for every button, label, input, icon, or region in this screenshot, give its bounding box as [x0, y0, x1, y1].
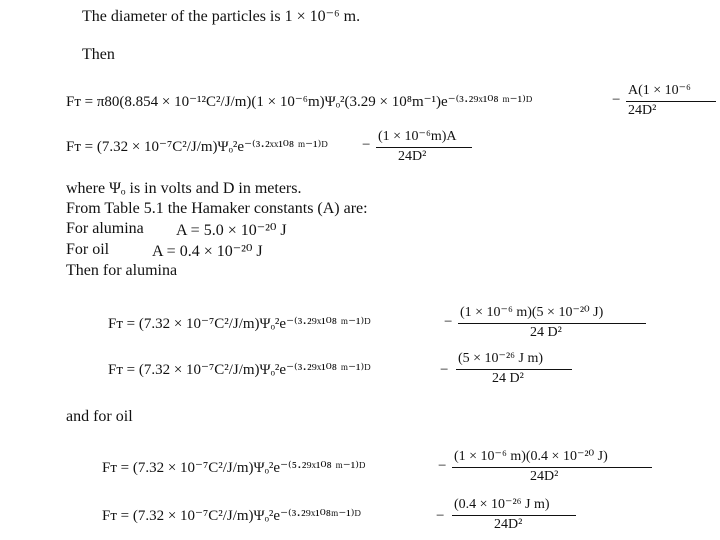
- alumina-equation-2-lhs: Fᴛ = (7.32 × 10⁻⁷C²/J/m)Ψₒ²e⁻⁽³·²⁹ˣ¹⁰⁸ ᵐ⁻¹⁾ᴰ: [108, 362, 371, 378]
- equation-1-minus: −: [612, 92, 621, 108]
- alumina-label: For alumina: [66, 220, 144, 237]
- where-text: where Ψₒ is in volts and D in meters.: [66, 180, 302, 197]
- oil-equation-2-minus: −: [436, 508, 445, 524]
- alumina-equation-1-lhs: Fᴛ = (7.32 × 10⁻⁷C²/J/m)Ψₒ²e⁻⁽³·²⁹ˣ¹⁰⁸ ᵐ⁻¹⁾ᴰ: [108, 316, 371, 332]
- oil-equation-1-fraction-bar: [452, 467, 652, 468]
- oil-equation-2-denominator: 24D²: [494, 517, 523, 532]
- then-label: Then: [82, 46, 115, 63]
- equation-2-lhs: Fᴛ = (7.32 × 10⁻⁷C²/J/m)Ψₒ²e⁻⁽³·²ˣˣ¹⁰⁸ ᵐ⁻¹⁾ᴰ: [66, 139, 328, 155]
- then-alumina-text: Then for alumina: [66, 262, 178, 279]
- equation-1-numerator: A(1 × 10⁻⁶: [628, 83, 691, 98]
- alumina-equation-2-numerator: (5 × 10⁻²⁶ J m): [458, 351, 544, 366]
- oil-label: For oil: [66, 241, 110, 258]
- oil-equation-1-lhs: Fᴛ = (7.32 × 10⁻⁷C²/J/m)Ψₒ²e⁻⁽⁵·²⁹ˣ¹⁰⁸ ᵐ⁻¹⁾ᴰ: [102, 460, 366, 476]
- oil-equation-2-fraction-bar: [452, 515, 576, 516]
- alumina-equation-1-denominator: 24 D²: [530, 325, 562, 340]
- alumina-hamaker-value: A = 5.0 × 10⁻²⁰ J: [176, 222, 287, 239]
- alumina-equation-2-denominator: 24 D²: [492, 371, 524, 386]
- equation-2-numerator: (1 × 10⁻⁶m)A: [378, 129, 457, 144]
- alumina-equation-1-minus: −: [444, 314, 453, 330]
- oil-equation-2-numerator: (0.4 × 10⁻²⁶ J m): [454, 497, 550, 512]
- alumina-equation-1-fraction-bar: [458, 323, 646, 324]
- equation-1-denominator: 24D²: [628, 103, 657, 118]
- equation-1-fraction-bar: [626, 101, 716, 102]
- oil-equation-1-numerator: (1 × 10⁻⁶ m)(0.4 × 10⁻²⁰ J): [454, 449, 608, 464]
- oil-equation-2-lhs: Fᴛ = (7.32 × 10⁻⁷C²/J/m)Ψₒ²e⁻⁽³·²⁹ˣ¹⁰⁸ᵐ⁻¹⁾ᴰ: [102, 508, 361, 524]
- equation-2-fraction-bar: [376, 147, 472, 148]
- equation-1-lhs: Fᴛ = π80(8.854 × 10⁻¹²C²/J/m)(1 × 10⁻⁶m)Ψₒ²(3.29 × 10⁸m⁻¹)e⁻⁽³·²⁹ˣ¹⁰⁸ ᵐ⁻¹⁾ᴰ: [66, 94, 533, 110]
- from-table-text: From Table 5.1 the Hamaker constants (A) are:: [66, 200, 368, 217]
- alumina-equation-2-minus: −: [440, 362, 449, 378]
- equation-2-denominator: 24D²: [398, 149, 427, 164]
- oil-hamaker-value: A = 0.4 × 10⁻²⁰ J: [152, 243, 263, 260]
- and-oil-text: and for oil: [66, 408, 133, 425]
- alumina-equation-1-numerator: (1 × 10⁻⁶ m)(5 × 10⁻²⁰ J): [460, 305, 604, 320]
- oil-equation-1-minus: −: [438, 458, 447, 474]
- oil-equation-1-denominator: 24D²: [530, 469, 559, 484]
- equation-2-minus: −: [362, 137, 371, 153]
- diameter-line: The diameter of the particles is 1 × 10⁻⁶ m.: [82, 8, 361, 25]
- alumina-equation-2-fraction-bar: [456, 369, 572, 370]
